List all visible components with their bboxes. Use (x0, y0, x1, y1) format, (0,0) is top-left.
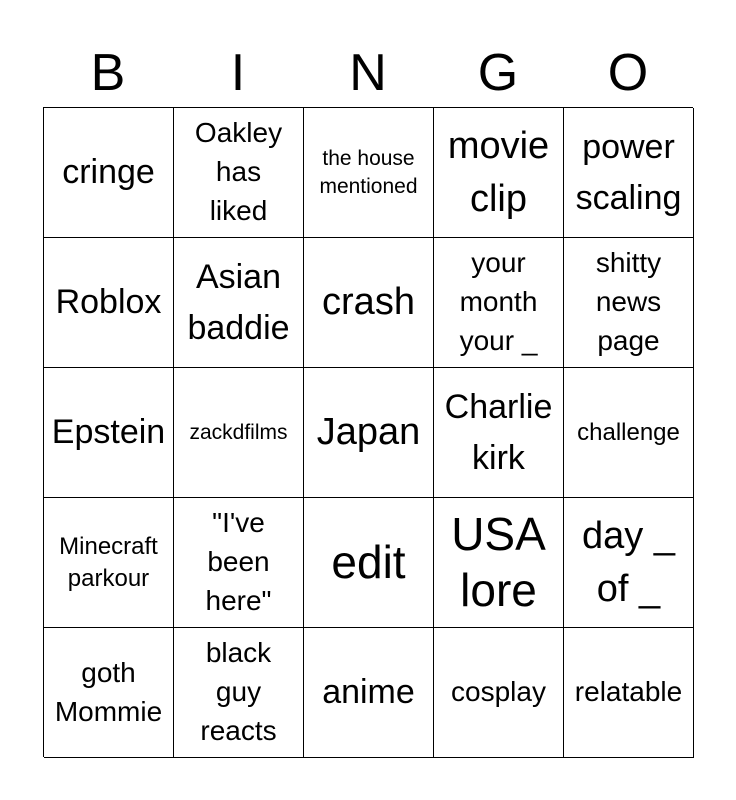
bingo-cell[interactable] (564, 628, 694, 758)
bingo-cell[interactable] (304, 498, 434, 628)
bingo-cell[interactable] (304, 628, 434, 758)
bingo-cell[interactable] (304, 368, 434, 498)
bingo-cell[interactable] (44, 238, 174, 368)
cell-text: zackdfilms (189, 420, 288, 444)
cell-text: goth Mommie (54, 656, 163, 727)
cell-text: movie clip (447, 125, 550, 220)
header-letter-b: B (90, 44, 126, 102)
bingo-cell[interactable] (564, 108, 694, 238)
bingo-cell[interactable] (434, 368, 564, 498)
cell-text: USA lore (451, 508, 546, 616)
header-letter-g: G (477, 44, 519, 102)
bingo-cell[interactable] (434, 628, 564, 758)
bingo-cell[interactable] (304, 108, 434, 238)
cell-text: challenge (577, 418, 680, 446)
header-letter-n: N (349, 44, 387, 102)
cell-text: Roblox (55, 283, 162, 321)
cell-text: "I've been here" (205, 507, 272, 616)
bingo-cell[interactable] (434, 108, 564, 238)
cell-text: Asian baddie (187, 257, 290, 347)
header-letter-i: I (230, 44, 246, 102)
cell-text: power scaling (575, 127, 682, 217)
bingo-cell[interactable] (44, 498, 174, 628)
cell-text: shitty news page (595, 247, 662, 356)
bingo-cell[interactable] (174, 368, 304, 498)
bingo-cell[interactable] (564, 368, 694, 498)
cell-text: crash (322, 281, 415, 324)
cell-text: relatable (574, 676, 683, 708)
bingo-cell[interactable] (564, 498, 694, 628)
bingo-cell[interactable] (434, 238, 564, 368)
bingo-cell[interactable] (174, 498, 304, 628)
bingo-cell[interactable] (564, 238, 694, 368)
bingo-cell[interactable] (44, 108, 174, 238)
cell-text: Japan (316, 411, 421, 454)
cell-text: Minecraft parkour (59, 532, 158, 592)
cell-text: Charlie kirk (444, 387, 553, 477)
cell-text: day _ of _ (582, 515, 675, 610)
cell-text: black guy reacts (200, 637, 277, 746)
cell-text: Epstein (51, 413, 166, 451)
bingo-cell[interactable] (174, 628, 304, 758)
cell-text: anime (322, 673, 415, 711)
bingo-cell[interactable] (304, 238, 434, 368)
bingo-header (43, 40, 693, 106)
bingo-board (43, 107, 693, 757)
cell-text: your month your _ (459, 247, 538, 356)
bingo-cell[interactable] (174, 238, 304, 368)
bingo-cell[interactable] (434, 498, 564, 628)
bingo-cell[interactable] (44, 628, 174, 758)
header-letter-o: O (607, 44, 649, 102)
cell-text: cringe (62, 153, 155, 191)
cell-text: cosplay (451, 676, 546, 708)
cell-text: the house mentioned (319, 147, 418, 198)
cell-text: Oakley has liked (194, 117, 283, 226)
cell-text: edit (331, 535, 406, 588)
bingo-cell[interactable] (44, 368, 174, 498)
bingo-cell[interactable] (174, 108, 304, 238)
